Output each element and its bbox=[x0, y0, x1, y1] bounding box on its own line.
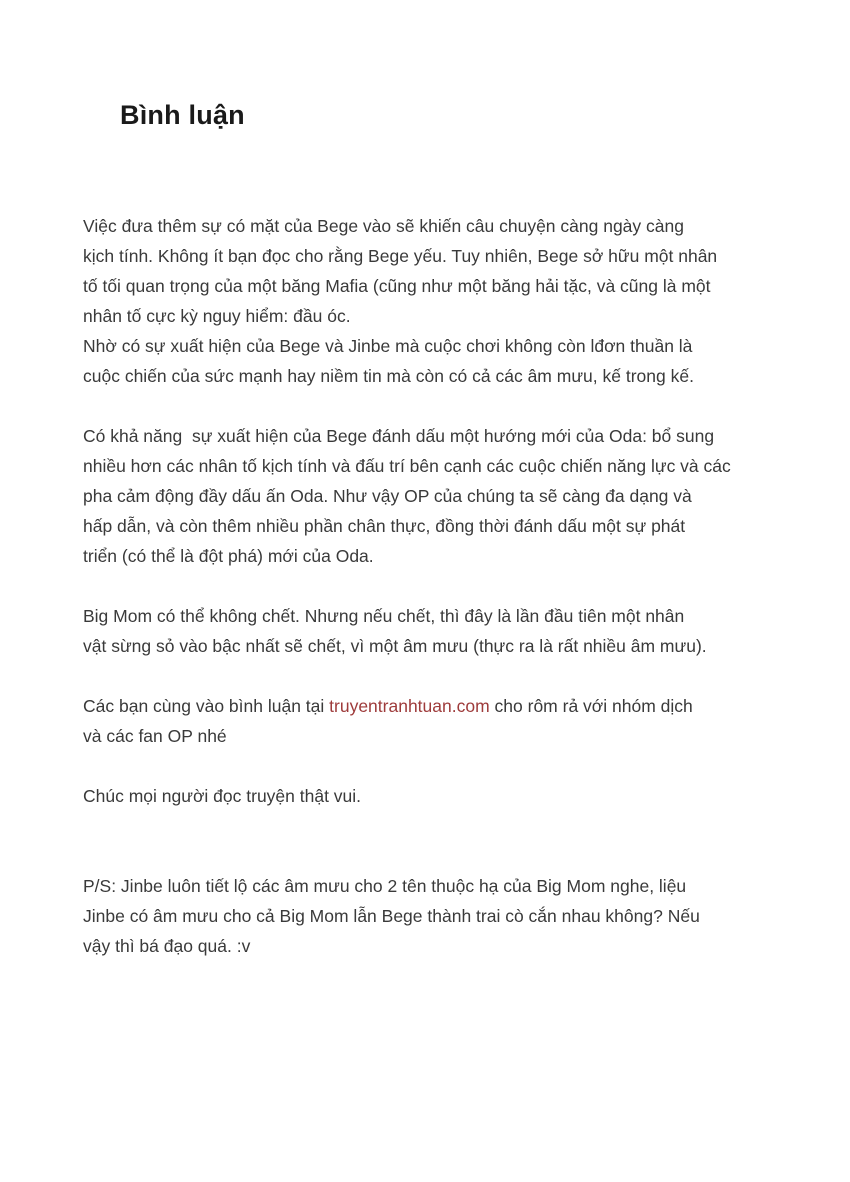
text-line: triển (có thể là đột phá) mới của Oda. bbox=[83, 546, 374, 566]
text-line: tố tối quan trọng của một băng Mafia (cũng như một băng hải tặc, và cũng là một bbox=[83, 276, 711, 296]
document-body bbox=[83, 211, 803, 991]
invite-text-after-link: cho rôm rả với nhóm dịch bbox=[489, 696, 693, 716]
text-line: nhân tố cực kỳ nguy hiểm: đầu óc. bbox=[83, 306, 351, 326]
text-line: Big Mom có thể không chết. Nhưng nếu chết, thì đây là lần đầu tiên một nhân bbox=[83, 606, 685, 626]
text-line: Jinbe có âm mưu cho cả Big Mom lẫn Bege thành trai cò cắn nhau không? Nếu bbox=[83, 906, 700, 926]
text-line: vật sừng sỏ vào bậc nhất sẽ chết, vì một âm mưu (thực ra là rất nhiều âm mưu). bbox=[83, 636, 707, 656]
invite-line-1 bbox=[83, 691, 803, 721]
text-line: Có khả năng sự xuất hiện của Bege đánh dấu một hướng mới của Oda: bổ sung bbox=[83, 426, 715, 446]
text-line: hấp dẫn, và còn thêm nhiều phần chân thực, đồng thời đánh dấu một sự phát bbox=[83, 516, 686, 536]
truyentranhtuan-link[interactable]: truyentranhtuan.com bbox=[329, 696, 490, 716]
paragraph-oda-direction bbox=[83, 421, 803, 571]
paragraph-bege-intro bbox=[83, 211, 803, 391]
paragraph-wish bbox=[83, 781, 803, 811]
text-line: pha cảm động đầy dấu ấn Oda. Như vậy OP của chúng ta sẽ càng đa dạng và bbox=[83, 486, 692, 506]
text-line: kịch tính. Không ít bạn đọc cho rằng Bege yếu. Tuy nhiên, Bege sở hữu một nhân bbox=[83, 246, 718, 266]
text-line: nhiều hơn các nhân tố kịch tính và đấu trí bên cạnh các cuộc chiến năng lực và các bbox=[83, 456, 731, 476]
text-line: Nhờ có sự xuất hiện của Bege và Jinbe mà cuộc chơi không còn lđơn thuần là bbox=[83, 336, 693, 356]
invite-text-before-link: Các bạn cùng vào bình luận tại bbox=[83, 696, 330, 716]
invite-line-2: và các fan OP nhé bbox=[83, 726, 227, 746]
paragraph-ps bbox=[83, 871, 803, 961]
text-line: Chúc mọi người đọc truyện thật vui. bbox=[83, 786, 362, 806]
text-line: vậy thì bá đạo quá. :v bbox=[83, 936, 251, 956]
paragraph-big-mom bbox=[83, 601, 803, 661]
text-line: P/S: Jinbe luôn tiết lộ các âm mưu cho 2 tên thuộc hạ của Big Mom nghe, liệu bbox=[83, 876, 687, 896]
text-line: cuộc chiến của sức mạnh hay niềm tin mà còn có cả các âm mưu, kế trong kế. bbox=[83, 366, 694, 386]
paragraph-comment-invite bbox=[83, 691, 803, 751]
page-title: Bình luận bbox=[120, 100, 245, 130]
text-line: Việc đưa thêm sự có mặt của Bege vào sẽ khiến câu chuyện càng ngày càng bbox=[83, 216, 684, 236]
